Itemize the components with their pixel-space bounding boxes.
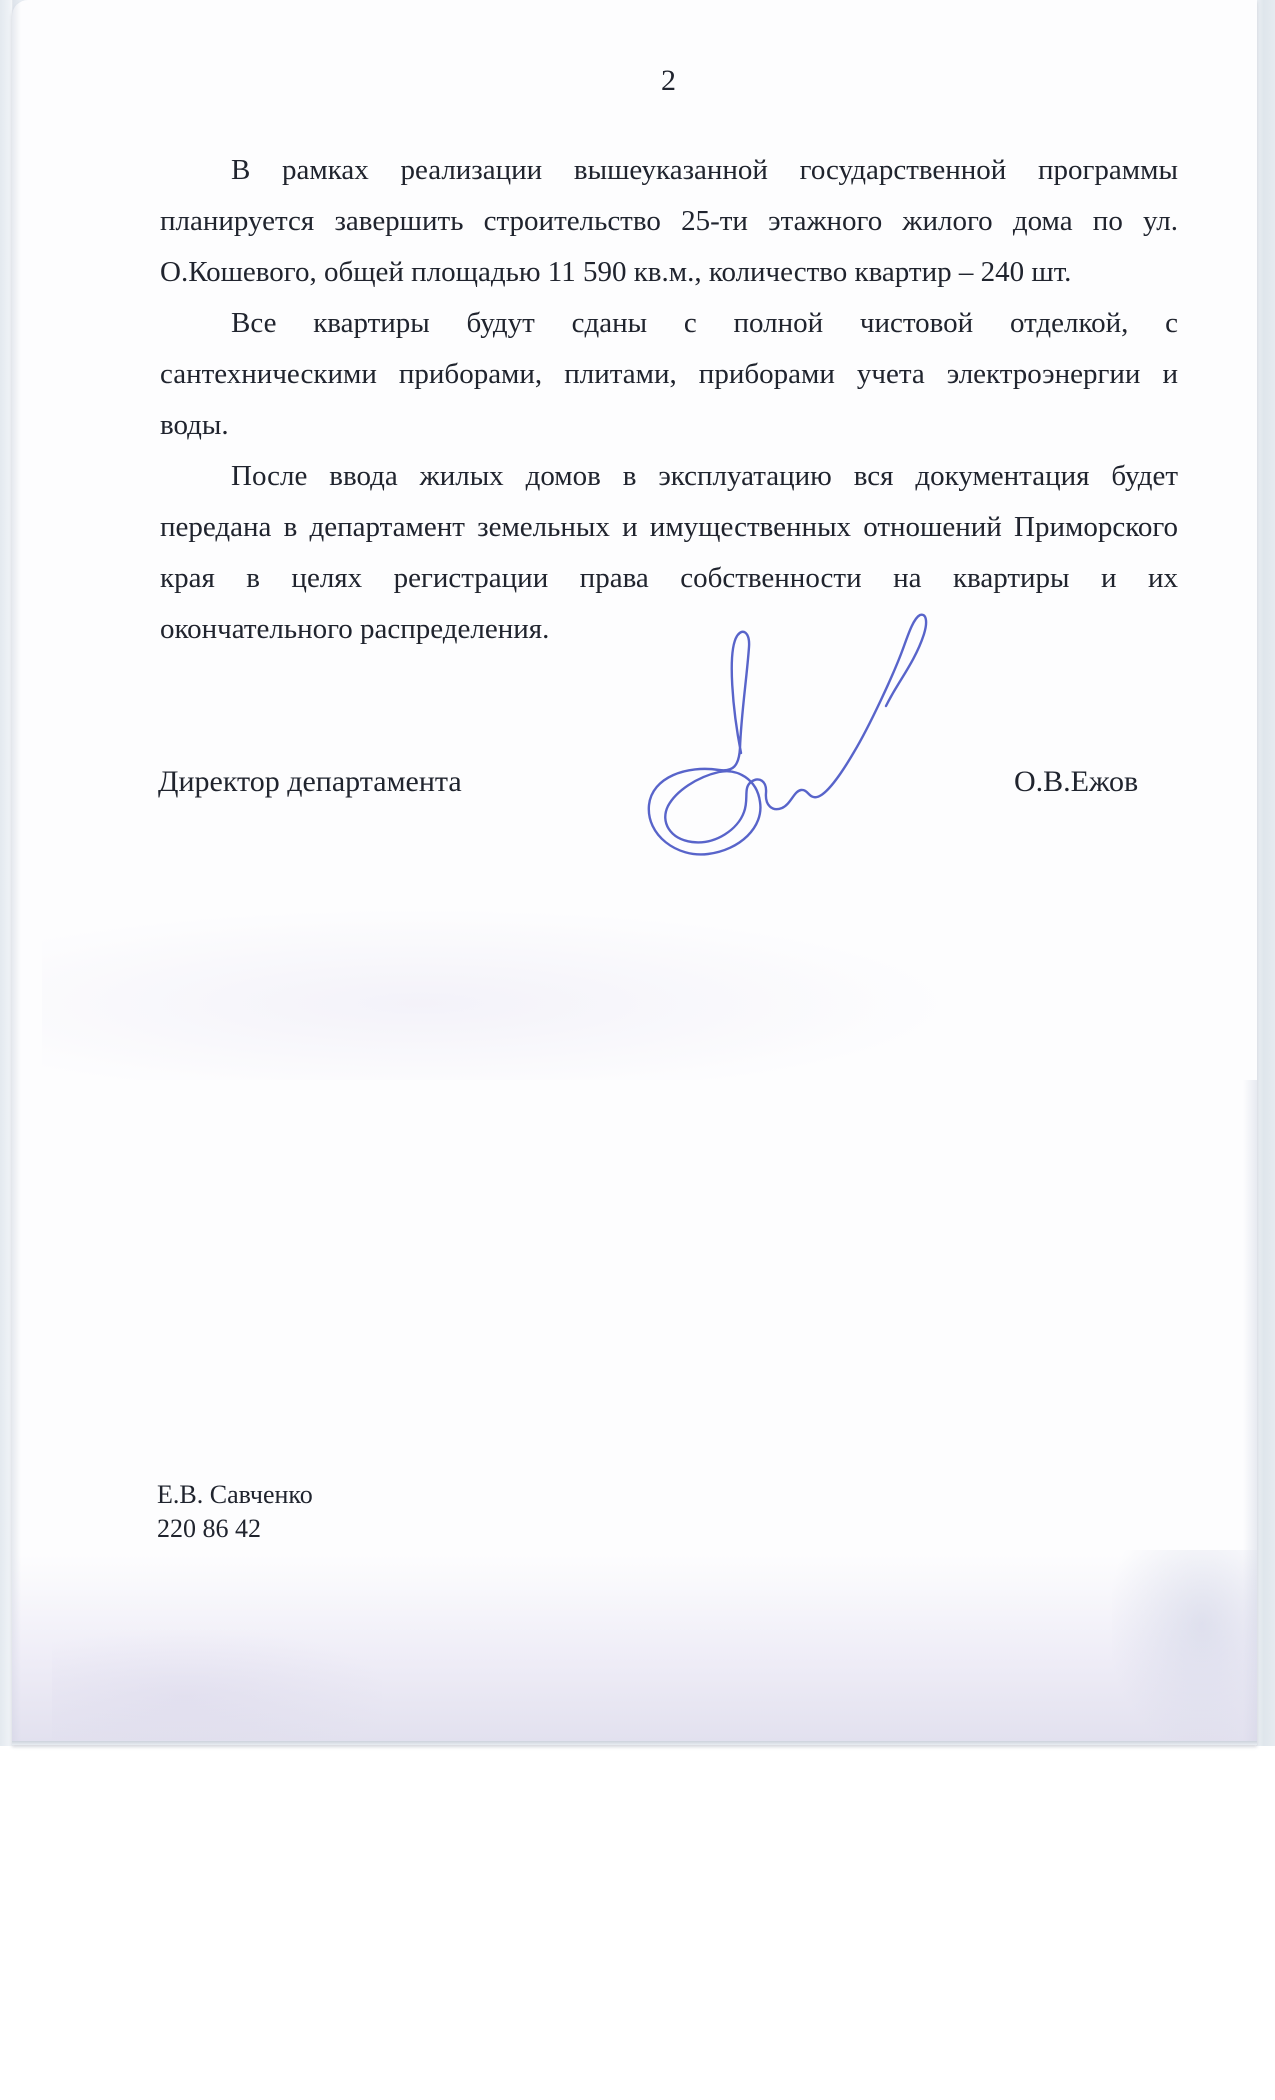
text-line: сантехническими приборами, плитами, приборами учета электроэнергии и	[160, 358, 1178, 390]
text-line: планируется завершить строительство 25-ти этажного жилого дома по ул.	[160, 205, 1178, 237]
text-line: Все квартиры будут сданы с полной чистовой отделкой, с	[231, 307, 1178, 339]
paper-bottom-edge	[12, 1741, 1257, 1745]
text-line: воды.	[160, 409, 229, 441]
page-number: 2	[661, 64, 677, 97]
executor-block	[157, 1478, 313, 1546]
text-line: передана в департамент земельных и имущественных отношений Приморского	[160, 511, 1178, 543]
executor-phone: 220 86 42	[157, 1514, 261, 1543]
text-line: В рамках реализации вышеуказанной государственной программы	[231, 154, 1178, 186]
text-line: О.Кошевого, общей площадью 11 590 кв.м., количество квартир – 240 шт.	[160, 256, 1072, 288]
paper-left-shade	[12, 0, 21, 1745]
scan-tint-middle	[42, 910, 942, 1080]
scan-right-edge	[1256, 0, 1275, 1746]
signature-title: Директор департамента	[158, 765, 462, 798]
text-line: окончательного распределения.	[160, 613, 550, 645]
scan-smudge-bottom-right	[1112, 1550, 1257, 1745]
paragraph	[160, 298, 1178, 451]
paragraph	[160, 145, 1178, 298]
text-line: края в целях регистрации права собственности на квартиры и их	[160, 562, 1178, 594]
scan-smudge-bottom-left	[52, 1630, 382, 1740]
text-line: После ввода жилых домов в эксплуатацию вся документация будет	[231, 460, 1178, 492]
document-body	[160, 145, 1178, 655]
signer-name: О.В.Ежов	[1014, 765, 1139, 798]
executor-name: Е.В. Савченко	[157, 1480, 313, 1509]
signature-stroke	[649, 615, 926, 855]
handwritten-signature-ink	[628, 592, 943, 872]
